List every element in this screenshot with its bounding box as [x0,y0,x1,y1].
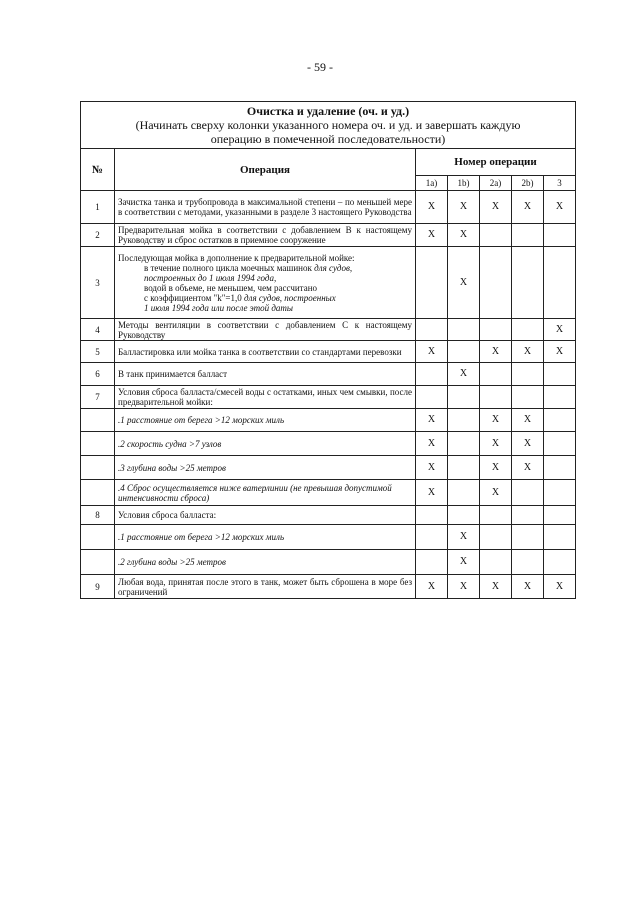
row-number: 3 [81,247,115,319]
operation-line: в течение полного цикла моечных машинок для судов, [144,262,353,273]
operation-text: Зачистка танка и трубопровода в максимальной степени – по меньшей мере в соответствии с методами, указанными в разделе 3 настоящего Руководства [115,191,416,224]
header-code-3: 3 [544,176,576,191]
empty-cell [544,480,576,506]
header-operation-number: Номер операции [416,149,576,176]
empty-cell [512,550,544,575]
row-number: 7 [81,386,115,409]
empty-cell [416,247,448,319]
empty-cell [480,506,512,525]
empty-cell [512,363,544,386]
table-title: Очистка и удаление (оч. и уд.) [246,104,410,118]
empty-cell [480,386,512,409]
empty-cell [448,341,480,363]
row-number: 2 [81,224,115,247]
operation-line: построенных до 1 июля 1994 года, [144,272,277,283]
operation-text: Предварительная мойка в соответствии с добавлением В к настоящему Руководству и сброс остатков в приемное сооружение [115,224,416,247]
empty-cell [544,386,576,409]
operation-line: водой в объеме, не меньшем, чем рассчитано [144,282,318,293]
operation-text [115,247,416,319]
empty-cell [480,247,512,319]
condition-text: .3 глубина воды >25 метров [115,456,416,480]
mark-cell: X [512,575,544,599]
mark-cell: X [480,456,512,480]
mark-cell: X [416,341,448,363]
mark-cell: X [448,575,480,599]
page-number: - 59 - [307,60,333,74]
empty-cell [448,386,480,409]
empty-cell [448,409,480,432]
mark-cell: X [416,409,448,432]
operation-line: 1 июля 1994 года или после этой даты [144,302,293,313]
mark-cell: X [448,550,480,575]
empty-cell [480,363,512,386]
table-subrow [81,409,576,432]
table-subrow [81,432,576,456]
table-subtitle-line-2: операцию в помеченной последовательности) [210,132,446,146]
empty-cell [512,525,544,550]
empty-cell [448,506,480,525]
empty-cell [81,525,115,550]
mark-cell: X [480,409,512,432]
empty-cell [544,456,576,480]
condition-text: .1 расстояние от берега >12 морских миль [115,525,416,550]
empty-cell [512,386,544,409]
table-row [81,575,576,599]
mark-cell: X [416,432,448,456]
mark-cell: X [416,575,448,599]
mark-cell: X [416,191,448,224]
mark-cell: X [448,525,480,550]
empty-cell [81,409,115,432]
empty-cell [512,506,544,525]
empty-cell [512,247,544,319]
table-row [81,224,576,247]
empty-cell [544,409,576,432]
condition-text: .1 расстояние от берега >12 морских миль [115,409,416,432]
header-operation: Операция [115,149,416,191]
mark-cell: X [416,480,448,506]
operation-text: Условия сброса балласта/смесей воды с остатками, иных чем смывки, после предварительной мойки: [115,386,416,409]
operation-text: Любая вода, принятая после этого в танк, может быть сброшена в море без ограничений [115,575,416,599]
mark-cell: X [512,191,544,224]
table-row [81,247,576,319]
empty-cell [416,525,448,550]
empty-cell [416,363,448,386]
mark-cell: X [480,432,512,456]
empty-cell [448,319,480,341]
mark-cell: X [512,432,544,456]
operation-line: Последующая мойка в дополнение к предварительной мойке: [118,252,355,263]
empty-cell [81,550,115,575]
mark-cell: X [448,224,480,247]
row-number: 8 [81,506,115,525]
mark-cell: X [512,341,544,363]
empty-cell [81,480,115,506]
header-code-2b: 2b) [512,176,544,191]
empty-cell [544,247,576,319]
mark-cell: X [416,224,448,247]
mark-cell: X [416,456,448,480]
table-row [81,319,576,341]
empty-cell [416,386,448,409]
condition-text: .2 скорость судна >7 узлов [115,432,416,456]
condition-text: .4 Сброс осуществляется ниже ватерлинии (не превышая допустимой интенсивности сброса) [115,480,416,506]
header-code-1b: 1b) [448,176,480,191]
row-number: 9 [81,575,115,599]
table-row [81,191,576,224]
mark-cell: X [544,341,576,363]
operation-line: с коэффициентом "k"=1,0 для судов, построенных [144,292,336,303]
mark-cell: X [448,363,480,386]
header-code-1a: 1a) [416,176,448,191]
empty-cell [480,550,512,575]
header-code-2a: 2a) [480,176,512,191]
empty-cell [544,550,576,575]
empty-cell [480,525,512,550]
table-row [81,341,576,363]
table-subrow [81,456,576,480]
row-number: 4 [81,319,115,341]
row-number: 6 [81,363,115,386]
mark-cell: X [544,191,576,224]
empty-cell [544,432,576,456]
condition-text: .2 глубина воды >25 метров [115,550,416,575]
empty-cell [448,480,480,506]
table-title-cell [81,102,576,149]
mark-cell: X [448,247,480,319]
empty-cell [512,480,544,506]
empty-cell [416,319,448,341]
operation-text: В танк принимается балласт [115,363,416,386]
empty-cell [416,550,448,575]
empty-cell [448,432,480,456]
empty-cell [544,363,576,386]
table-subrow [81,550,576,575]
operation-text: Балластировка или мойка танка в соответствии со стандартами перевозки [115,341,416,363]
mark-cell: X [448,191,480,224]
empty-cell [480,224,512,247]
operation-text: Методы вентиляции в соответствии с добавлением С к настоящему Руководству [115,319,416,341]
empty-cell [448,456,480,480]
empty-cell [81,432,115,456]
table-subrow [81,525,576,550]
empty-cell [544,506,576,525]
operation-text: Условия сброса балласта: [115,506,416,525]
row-number: 5 [81,341,115,363]
row-number: 1 [81,191,115,224]
header-number: № [81,149,115,191]
empty-cell [544,224,576,247]
empty-cell [480,319,512,341]
empty-cell [416,506,448,525]
mark-cell: X [480,341,512,363]
table-row [81,386,576,409]
mark-cell: X [480,480,512,506]
empty-cell [512,319,544,341]
mark-cell: X [480,575,512,599]
empty-cell [512,224,544,247]
mark-cell: X [480,191,512,224]
mark-cell: X [512,409,544,432]
empty-cell [544,525,576,550]
table-subrow [81,480,576,506]
table-row [81,363,576,386]
table-subtitle-line-1: (Начинать сверху колонки указанного номера оч. и уд. и завершать каждую [135,118,521,132]
mark-cell: X [512,456,544,480]
mark-cell: X [544,575,576,599]
operations-table [80,101,576,599]
empty-cell [81,456,115,480]
mark-cell: X [544,319,576,341]
table-row [81,506,576,525]
